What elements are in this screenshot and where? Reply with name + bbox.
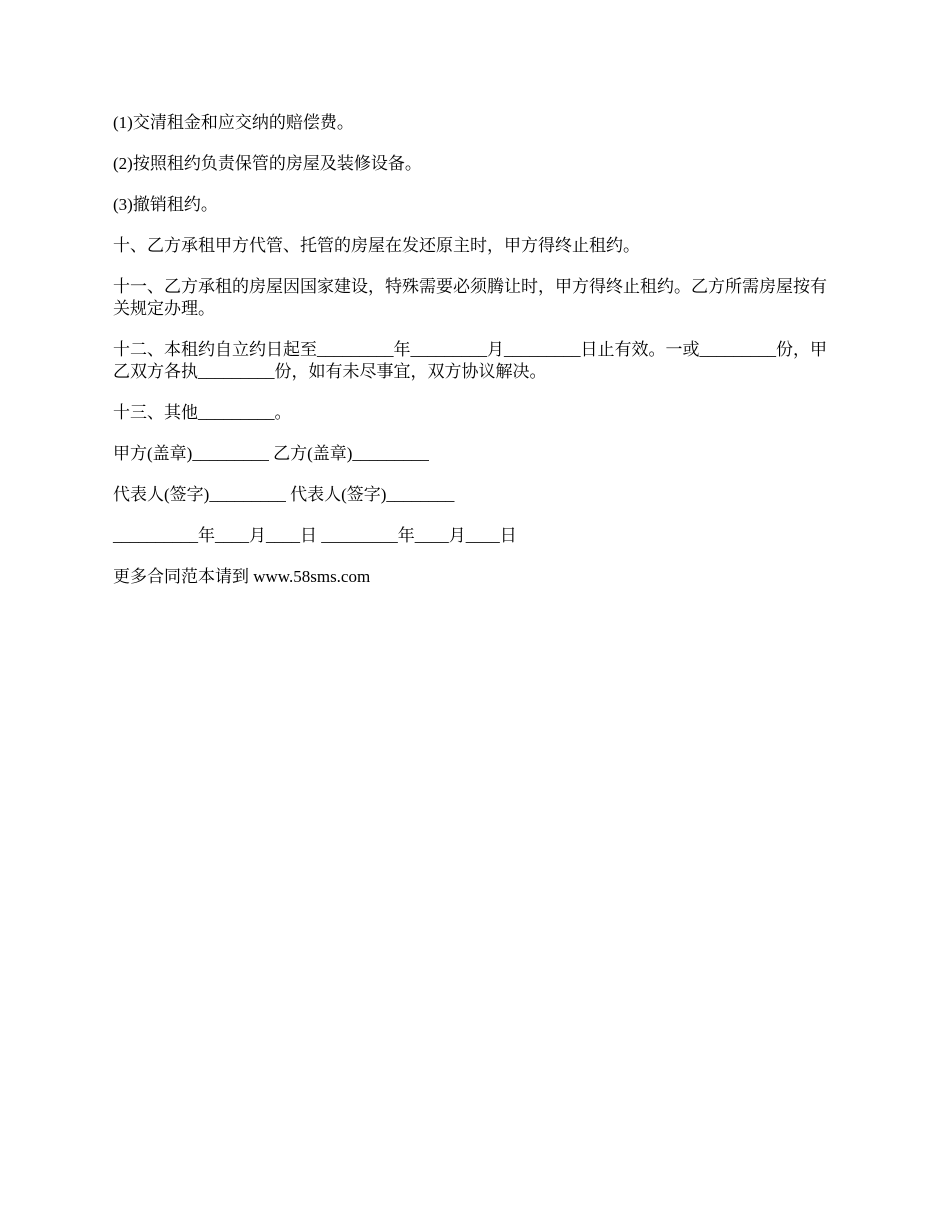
clause-3-cancel-lease: (3)撤销租约。 bbox=[113, 195, 218, 214]
footer-more-templates: 更多合同范本请到 www.58sms.com bbox=[113, 567, 371, 586]
article-10: 十、乙方承租甲方代管、托管的房屋在发还原主时，甲方得终止租约。 bbox=[113, 236, 640, 255]
date-line: __________年____月____日 _________年____月____日 bbox=[113, 526, 517, 545]
representative-signatures-line: 代表人(签字)_________ 代表人(签字)________ bbox=[113, 485, 455, 504]
article-13: 十三、其他_________。 bbox=[113, 403, 292, 422]
document-body bbox=[113, 112, 841, 607]
clause-1-settle-rent: (1)交清租金和应交纳的赔偿费。 bbox=[113, 113, 354, 132]
party-seals-line: 甲方(盖章)_________ 乙方(盖章)_________ bbox=[113, 444, 429, 463]
article-11: 十一、乙方承租的房屋因国家建设，特殊需要必须腾让时，甲方得终止租约。乙方所需房屋按有关规定办理。 bbox=[113, 277, 827, 318]
article-12: 十二、本租约自立约日起至_________年_________月_________日止有效。一或_________份，甲乙双方各执_________份，如有未尽事宜，双方协议解决。 bbox=[113, 340, 827, 381]
clause-2-keep-house: (2)按照租约负责保管的房屋及装修设备。 bbox=[113, 154, 422, 173]
